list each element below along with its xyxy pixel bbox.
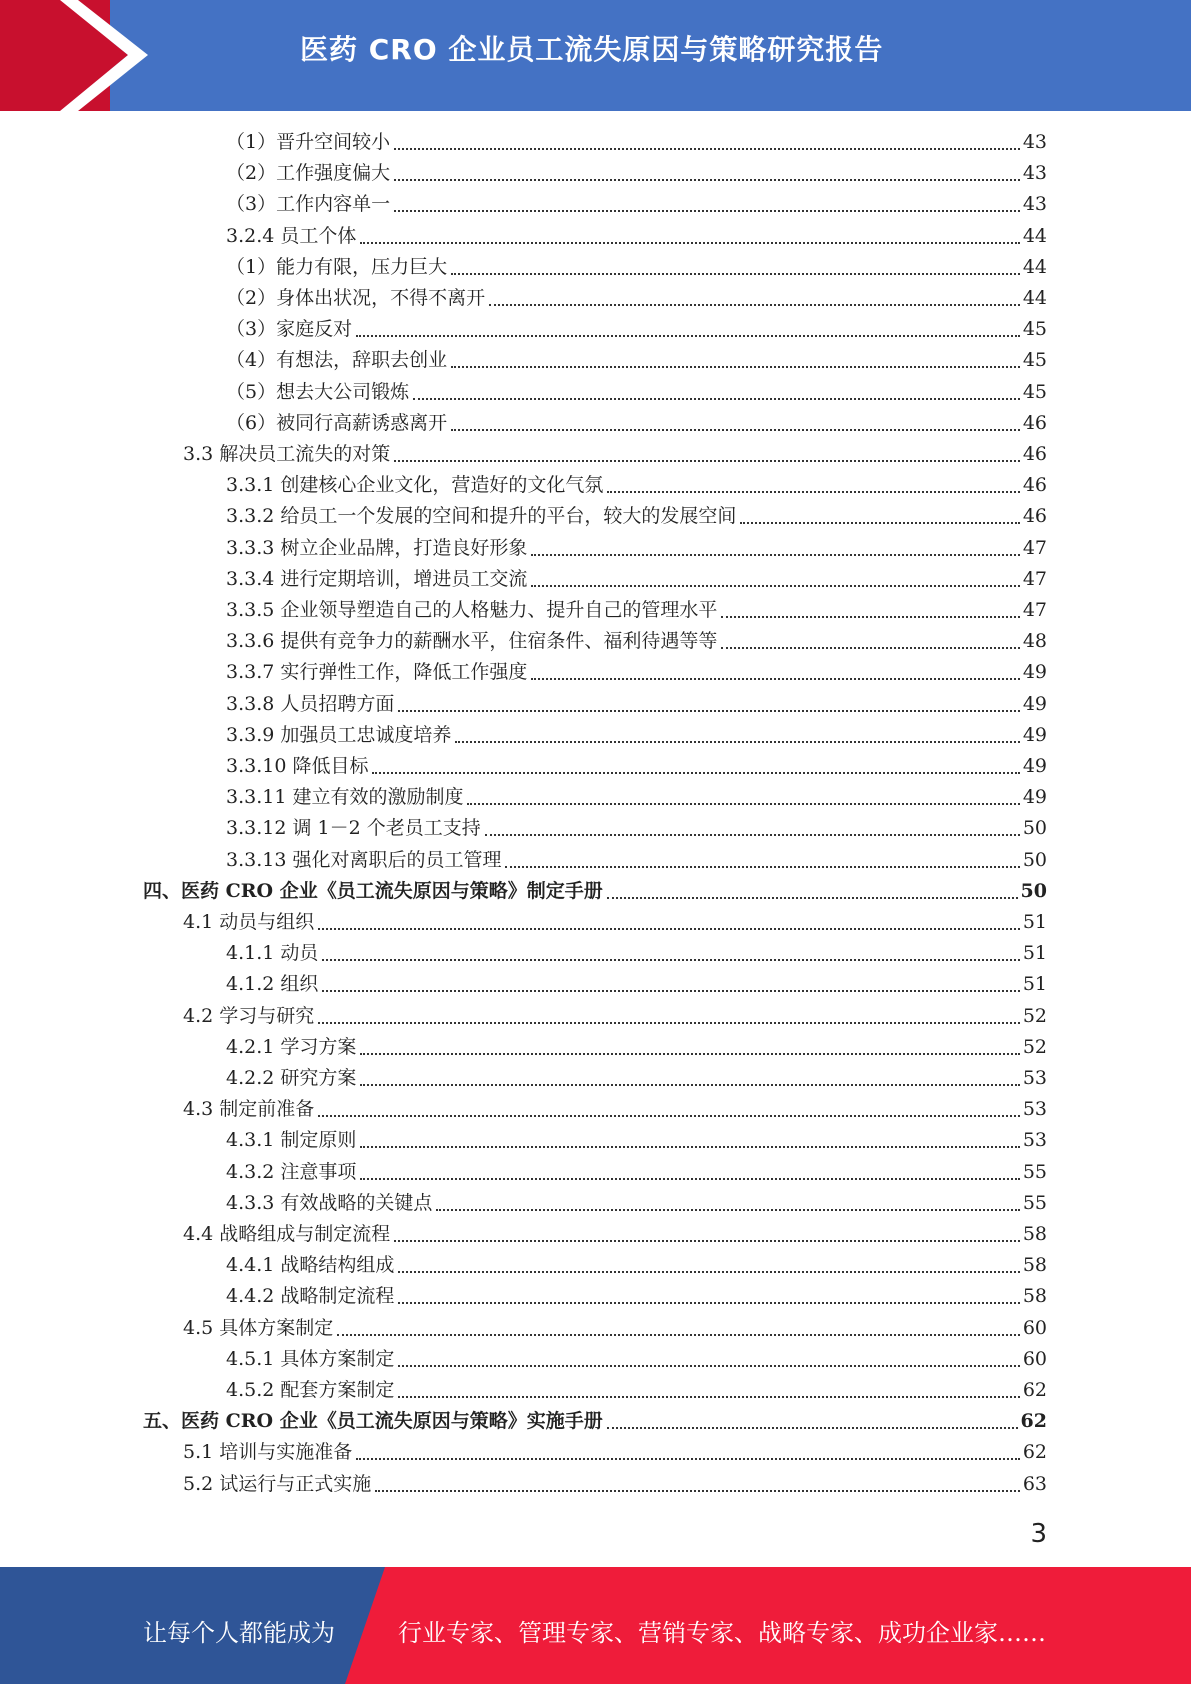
toc-entry-page: 50: [1022, 849, 1047, 871]
toc-entry[interactable]: [226, 470, 1047, 501]
toc-leader-dots: [398, 1364, 1019, 1367]
report-title: 医药 CRO 企业员工流失原因与策略研究报告: [300, 33, 884, 66]
toc-entry-page: 46: [1022, 443, 1047, 465]
toc-entry-page: 49: [1022, 786, 1047, 808]
toc-leader-dots: [318, 1114, 1020, 1117]
toc-entry[interactable]: [226, 1250, 1047, 1281]
toc-entry-title: 4.2.2 研究方案: [226, 1067, 357, 1089]
toc-entry[interactable]: [143, 876, 1047, 907]
toc-leader-dots: [322, 958, 1019, 961]
toc-entry-page: 46: [1022, 505, 1047, 527]
toc-entry-title: 五、医药 CRO 企业《员工流失原因与策略》实施手册: [143, 1410, 603, 1432]
toc-entry-title: （2）工作强度偏大: [226, 162, 391, 184]
toc-entry-page: 49: [1022, 755, 1047, 777]
toc-entry[interactable]: [226, 626, 1047, 657]
toc-entry-title: 4.4.1 战略结构组成: [226, 1254, 395, 1276]
toc-leader-dots: [318, 927, 1020, 930]
toc-entry-page: 62: [1022, 1379, 1047, 1401]
toc-entry-title: （1）晋升空间较小: [226, 131, 391, 153]
toc-entry-title: 4.1.2 组织: [226, 973, 319, 995]
toc-entry-page: 45: [1022, 349, 1047, 371]
toc-entry-page: 49: [1022, 661, 1047, 683]
toc-entry-page: 52: [1022, 1036, 1047, 1058]
toc-leader-dots: [356, 1457, 1020, 1460]
toc-entry[interactable]: [143, 1406, 1047, 1437]
toc-entry-title: 3.3.13 强化对离职后的员工管理: [226, 849, 502, 871]
toc-leader-dots: [322, 989, 1019, 992]
toc-entry-title: 4.3.1 制定原则: [226, 1129, 357, 1151]
toc-entry-page: 43: [1022, 193, 1047, 215]
toc-entry-page: 49: [1022, 724, 1047, 746]
toc-entry[interactable]: [226, 189, 1047, 220]
toc-leader-dots: [394, 1239, 1020, 1242]
toc-entry-title: 4.1.1 动员: [226, 942, 319, 964]
toc-entry[interactable]: [226, 657, 1047, 688]
toc-entry-title: （1）能力有限，压力巨大: [226, 256, 448, 278]
toc-leader-dots: [372, 771, 1019, 774]
toc-entry[interactable]: [183, 1313, 1047, 1344]
toc-entry[interactable]: [226, 969, 1047, 1000]
toc-entry[interactable]: [183, 907, 1047, 938]
toc-leader-dots: [394, 178, 1020, 181]
toc-entry-title: 4.5 具体方案制定: [183, 1317, 334, 1339]
toc-entry-page: 44: [1022, 287, 1047, 309]
toc-leader-dots: [721, 646, 1019, 649]
toc-entry[interactable]: [226, 1125, 1047, 1156]
toc-entry[interactable]: [226, 1344, 1047, 1375]
toc-leader-dots: [451, 365, 1020, 368]
toc-leader-dots: [394, 459, 1020, 462]
toc-entry-title: （5）想去大公司锻炼: [226, 381, 410, 403]
toc-leader-dots: [721, 615, 1019, 618]
toc-leader-dots: [375, 1489, 1020, 1492]
toc-leader-dots: [398, 1301, 1019, 1304]
toc-entry-title: 3.2.4 员工个体: [226, 225, 357, 247]
toc-entry-title: 3.3.10 降低目标: [226, 755, 369, 777]
toc-leader-dots: [531, 584, 1019, 587]
toc-leader-dots: [360, 241, 1019, 244]
toc-leader-dots: [360, 1177, 1019, 1180]
toc-entry-page: 48: [1022, 630, 1047, 652]
toc-entry-page: 47: [1022, 599, 1047, 621]
toc-entry-page: 53: [1022, 1098, 1047, 1120]
toc-entry-page: 44: [1022, 256, 1047, 278]
toc-entry-title: 3.3.2 给员工一个发展的空间和提升的平台，较大的发展空间: [226, 505, 737, 527]
toc-entry-page: 45: [1022, 318, 1047, 340]
toc-entry[interactable]: [183, 1469, 1047, 1500]
toc-entry-title: 3.3.1 创建核心企业文化，营造好的文化气氛: [226, 474, 604, 496]
page-header: [0, 0, 1191, 111]
toc-entry-page: 55: [1022, 1192, 1047, 1214]
toc-entry-title: 3.3.8 人员招聘方面: [226, 693, 395, 715]
toc-entry-page: 55: [1022, 1161, 1047, 1183]
toc-entry-page: 51: [1022, 942, 1047, 964]
toc-entry-page: 50: [1022, 817, 1047, 839]
toc-entry-title: 3.3.9 加强员工忠诚度培养: [226, 724, 452, 746]
toc-entry-page: 49: [1022, 693, 1047, 715]
toc-entry[interactable]: [226, 533, 1047, 564]
toc-entry-title: 4.2.1 学习方案: [226, 1036, 357, 1058]
toc-entry-title: 4.3.3 有效战略的关键点: [226, 1192, 433, 1214]
footer-slogan-right: 行业专家、管理专家、营销专家、战略专家、成功企业家……: [398, 1619, 1046, 1647]
toc-entry[interactable]: [183, 1437, 1047, 1468]
toc-entry[interactable]: [226, 564, 1047, 595]
toc-entry[interactable]: [183, 1001, 1047, 1032]
toc-entry[interactable]: [226, 283, 1047, 314]
toc-entry-title: 4.3 制定前准备: [183, 1098, 315, 1120]
page-footer: [0, 1567, 1191, 1684]
toc-leader-dots: [607, 896, 1018, 899]
toc-entry[interactable]: [226, 377, 1047, 408]
toc-leader-dots: [394, 209, 1020, 212]
toc-leader-dots: [455, 740, 1019, 743]
toc-entry-title: 4.1 动员与组织: [183, 911, 315, 933]
toc-leader-dots: [607, 490, 1019, 493]
toc-entry[interactable]: [226, 595, 1047, 626]
toc-leader-dots: [318, 1021, 1020, 1024]
toc-leader-dots: [394, 147, 1020, 150]
toc-entry-title: 4.2 学习与研究: [183, 1005, 315, 1027]
toc-leader-dots: [451, 272, 1020, 275]
toc-entry[interactable]: [226, 782, 1047, 813]
toc-entry-page: 52: [1022, 1005, 1047, 1027]
page-number: 3: [1030, 1519, 1047, 1549]
toc-entry[interactable]: [226, 221, 1047, 252]
toc-entry-title: 3.3.7 实行弹性工作，降低工作强度: [226, 661, 528, 683]
toc-entry-title: （3）家庭反对: [226, 318, 353, 340]
toc-entry-title: （6）被同行高薪诱惑离开: [226, 412, 448, 434]
toc-entry-title: 4.5.2 配套方案制定: [226, 1379, 395, 1401]
toc-entry[interactable]: [226, 845, 1047, 876]
toc-entry[interactable]: [226, 314, 1047, 345]
toc-entry[interactable]: [226, 1188, 1047, 1219]
toc-entry[interactable]: [226, 720, 1047, 751]
toc-entry[interactable]: [226, 127, 1047, 158]
toc-entry-title: 4.4.2 战略制定流程: [226, 1285, 395, 1307]
toc-leader-dots: [337, 1333, 1020, 1336]
toc-leader-dots: [505, 865, 1019, 868]
toc-leader-dots: [467, 802, 1019, 805]
toc-entry-page: 43: [1022, 131, 1047, 153]
toc-entry[interactable]: [226, 1375, 1047, 1406]
toc-entry-title: 5.2 试运行与正式实施: [183, 1473, 372, 1495]
toc-entry-title: 3.3.5 企业领导塑造自己的人格魅力、提升自己的管理水平: [226, 599, 718, 621]
toc-entry-page: 43: [1022, 162, 1047, 184]
toc-entry-page: 47: [1022, 537, 1047, 559]
toc-entry[interactable]: [226, 1281, 1047, 1312]
toc-entry-page: 53: [1022, 1129, 1047, 1151]
toc-entry[interactable]: [183, 439, 1047, 470]
toc-entry[interactable]: [226, 1063, 1047, 1094]
toc-leader-dots: [740, 521, 1019, 524]
toc-leader-dots: [360, 1083, 1019, 1086]
toc-entry-page: 62: [1022, 1441, 1047, 1463]
toc-entry[interactable]: [226, 938, 1047, 969]
toc-entry-title: 3.3 解决员工流失的对策: [183, 443, 391, 465]
toc-entry-title: 四、医药 CRO 企业《员工流失原因与策略》制定手册: [143, 880, 603, 902]
toc-entry-page: 47: [1022, 568, 1047, 590]
toc-leader-dots: [360, 1145, 1019, 1148]
toc-entry[interactable]: [226, 345, 1047, 376]
toc-leader-dots: [398, 709, 1019, 712]
toc-entry-title: 5.1 培训与实施准备: [183, 1441, 353, 1463]
toc-entry-title: 3.3.4 进行定期培训，增进员工交流: [226, 568, 528, 590]
toc-entry-page: 50: [1020, 880, 1047, 902]
toc-entry-page: 53: [1022, 1067, 1047, 1089]
toc-leader-dots: [485, 833, 1020, 836]
toc-entry-title: （2）身体出状况，不得不离开: [226, 287, 486, 309]
toc-entry[interactable]: [226, 1157, 1047, 1188]
toc-entry-page: 51: [1022, 973, 1047, 995]
toc-entry[interactable]: [226, 751, 1047, 782]
toc-entry[interactable]: [226, 501, 1047, 532]
toc-entry-title: 4.4 战略组成与制定流程: [183, 1223, 391, 1245]
toc-entry-page: 51: [1022, 911, 1047, 933]
toc-leader-dots: [360, 1052, 1019, 1055]
toc-leader-dots: [356, 334, 1020, 337]
toc-entry-title: 4.5.1 具体方案制定: [226, 1348, 395, 1370]
toc-entry-page: 60: [1022, 1348, 1047, 1370]
toc-entry-page: 58: [1022, 1254, 1047, 1276]
toc-entry-title: 4.3.2 注意事项: [226, 1161, 357, 1183]
header-chevron-icon: [0, 0, 160, 111]
toc-leader-dots: [489, 303, 1020, 306]
toc-entry-page: 45: [1022, 381, 1047, 403]
toc-entry-title: 3.3.11 建立有效的激励制度: [226, 786, 464, 808]
footer-slogan-left: 让每个人都能成为: [143, 1619, 335, 1647]
toc-entry-title: 3.3.12 调 1－2 个老员工支持: [226, 817, 481, 839]
toc-leader-dots: [398, 1395, 1019, 1398]
toc-leader-dots: [413, 397, 1020, 400]
toc-entry-title: 3.3.3 树立企业品牌，打造良好形象: [226, 537, 528, 559]
toc-entry-page: 58: [1022, 1285, 1047, 1307]
toc-entry[interactable]: [183, 1094, 1047, 1125]
toc-entry-page: 46: [1022, 412, 1047, 434]
toc-entry-page: 46: [1022, 474, 1047, 496]
toc-entry[interactable]: [226, 408, 1047, 439]
toc-entry-page: 62: [1020, 1410, 1047, 1432]
toc-entry[interactable]: [226, 1032, 1047, 1063]
toc-entry-title: 3.3.6 提供有竞争力的薪酬水平，住宿条件、福利待遇等等: [226, 630, 718, 652]
toc-leader-dots: [451, 428, 1020, 431]
toc-entry-page: 60: [1022, 1317, 1047, 1339]
toc-entry[interactable]: [226, 158, 1047, 189]
toc-entry[interactable]: [226, 252, 1047, 283]
toc-leader-dots: [398, 1270, 1019, 1273]
toc-leader-dots: [531, 677, 1019, 680]
toc-leader-dots: [607, 1426, 1018, 1429]
toc-leader-dots: [436, 1208, 1019, 1211]
toc-entry[interactable]: [226, 813, 1047, 844]
toc-entry-title: （3）工作内容单一: [226, 193, 391, 215]
toc-entry-page: 44: [1022, 225, 1047, 247]
toc-entry-page: 63: [1022, 1473, 1047, 1495]
toc-entry[interactable]: [183, 1219, 1047, 1250]
toc-entry[interactable]: [226, 689, 1047, 720]
toc-entry-title: （4）有想法，辞职去创业: [226, 349, 448, 371]
toc-entry-page: 58: [1022, 1223, 1047, 1245]
toc-leader-dots: [531, 553, 1019, 556]
